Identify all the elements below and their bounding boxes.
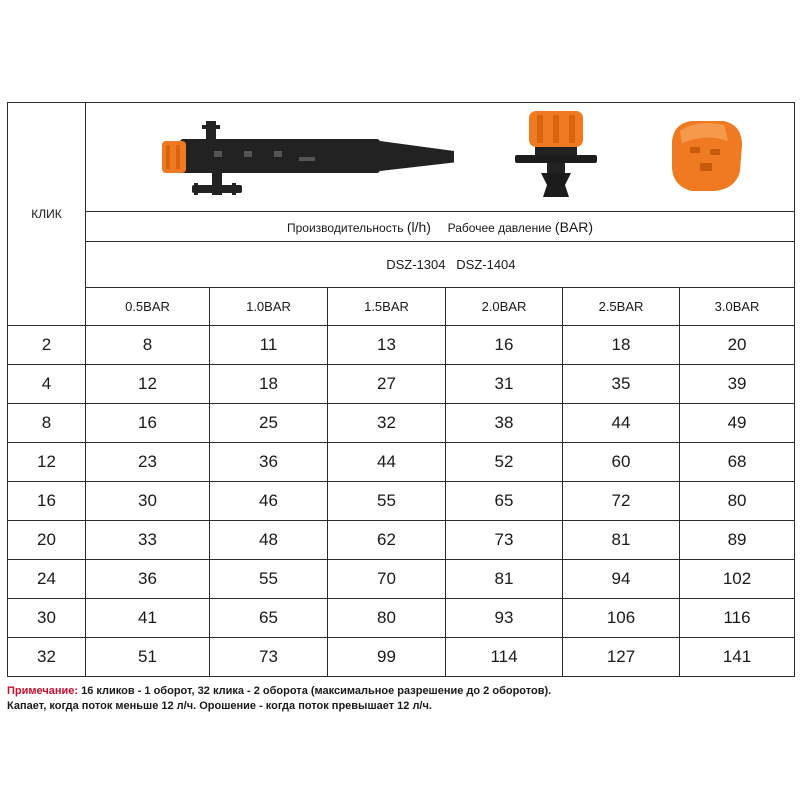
click-count-cell: 30 <box>8 599 86 638</box>
flow-value-cell: 51 <box>86 638 210 677</box>
click-count-cell: 8 <box>8 404 86 443</box>
flow-value-cell: 41 <box>86 599 210 638</box>
flow-value-cell: 16 <box>446 326 563 365</box>
flow-value-cell: 48 <box>210 521 328 560</box>
flow-value-cell: 36 <box>210 443 328 482</box>
flow-value-cell: 72 <box>563 482 680 521</box>
flow-value-cell: 49 <box>680 404 795 443</box>
note-line-1: 16 кликов - 1 оборот, 32 клика - 2 оборота (максимальное разрешение до 2 оборотов). <box>78 685 552 697</box>
flow-value-cell: 70 <box>328 560 446 599</box>
flow-value-cell: 12 <box>86 365 210 404</box>
pressure-header: 1.0BAR <box>210 288 328 326</box>
flow-value-cell: 27 <box>328 365 446 404</box>
flow-value-cell: 81 <box>563 521 680 560</box>
table-row <box>8 560 795 599</box>
flow-value-cell: 106 <box>563 599 680 638</box>
flow-value-cell: 32 <box>328 404 446 443</box>
flow-value-cell: 93 <box>446 599 563 638</box>
product-images <box>86 103 795 212</box>
click-count-cell: 24 <box>8 560 86 599</box>
flow-value-cell: 44 <box>328 443 446 482</box>
table-row <box>8 326 795 365</box>
performance-pressure-header: Производительность (l/h) Рабочее давление (BAR) <box>86 212 795 242</box>
table-row <box>8 404 795 443</box>
dripper-cap-image <box>666 117 746 193</box>
flow-value-cell: 65 <box>210 599 328 638</box>
flow-value-cell: 102 <box>680 560 795 599</box>
flow-value-cell: 44 <box>563 404 680 443</box>
flow-value-cell: 127 <box>563 638 680 677</box>
flow-value-cell: 55 <box>210 560 328 599</box>
flow-value-cell: 31 <box>446 365 563 404</box>
flow-value-cell: 25 <box>210 404 328 443</box>
note-line-2: Капает, когда поток меньше 12 л/ч. Орошение - когда поток превышает 12 л/ч. <box>7 700 432 712</box>
flow-value-cell: 73 <box>446 521 563 560</box>
flow-value-cell: 73 <box>210 638 328 677</box>
table-row <box>8 365 795 404</box>
table-row <box>8 599 795 638</box>
flow-value-cell: 8 <box>86 326 210 365</box>
flow-value-cell: 13 <box>328 326 446 365</box>
flow-value-cell: 116 <box>680 599 795 638</box>
click-count-cell: 20 <box>8 521 86 560</box>
drip-stake-image <box>124 111 454 203</box>
flow-value-cell: 99 <box>328 638 446 677</box>
table-row <box>8 443 795 482</box>
flow-value-cell: 16 <box>86 404 210 443</box>
pressure-header: 2.0BAR <box>446 288 563 326</box>
click-count-cell: 32 <box>8 638 86 677</box>
flow-value-cell: 20 <box>680 326 795 365</box>
flow-rate-table <box>7 102 795 677</box>
model-numbers: DSZ-1304 DSZ-1404 <box>86 242 795 288</box>
flow-value-cell: 80 <box>680 482 795 521</box>
note-text <box>7 684 797 714</box>
flow-value-cell: 114 <box>446 638 563 677</box>
dripper-side-image <box>511 107 601 207</box>
flow-value-cell: 18 <box>210 365 328 404</box>
flow-value-cell: 36 <box>86 560 210 599</box>
flow-value-cell: 39 <box>680 365 795 404</box>
flow-value-cell: 38 <box>446 404 563 443</box>
flow-value-cell: 30 <box>86 482 210 521</box>
flow-value-cell: 46 <box>210 482 328 521</box>
flow-value-cell: 11 <box>210 326 328 365</box>
flow-value-cell: 35 <box>563 365 680 404</box>
pressure-header: 1.5BAR <box>328 288 446 326</box>
flow-value-cell: 81 <box>446 560 563 599</box>
click-count-cell: 2 <box>8 326 86 365</box>
flow-value-cell: 65 <box>446 482 563 521</box>
flow-value-cell: 94 <box>563 560 680 599</box>
flow-value-cell: 80 <box>328 599 446 638</box>
table-row <box>8 521 795 560</box>
table-row <box>8 638 795 677</box>
flow-value-cell: 62 <box>328 521 446 560</box>
note-label: Примечание: <box>7 685 79 697</box>
flow-value-cell: 18 <box>563 326 680 365</box>
flow-value-cell: 23 <box>86 443 210 482</box>
pressure-header: 2.5BAR <box>563 288 680 326</box>
flow-value-cell: 141 <box>680 638 795 677</box>
flow-value-cell: 60 <box>563 443 680 482</box>
table-row <box>8 482 795 521</box>
flow-value-cell: 68 <box>680 443 795 482</box>
click-count-cell: 16 <box>8 482 86 521</box>
flow-value-cell: 89 <box>680 521 795 560</box>
flow-value-cell: 55 <box>328 482 446 521</box>
pressure-header: 3.0BAR <box>680 288 795 326</box>
klik-header: КЛИК <box>8 103 86 326</box>
pressure-header: 0.5BAR <box>86 288 210 326</box>
flow-value-cell: 52 <box>446 443 563 482</box>
click-count-cell: 12 <box>8 443 86 482</box>
flow-value-cell: 33 <box>86 521 210 560</box>
click-count-cell: 4 <box>8 365 86 404</box>
